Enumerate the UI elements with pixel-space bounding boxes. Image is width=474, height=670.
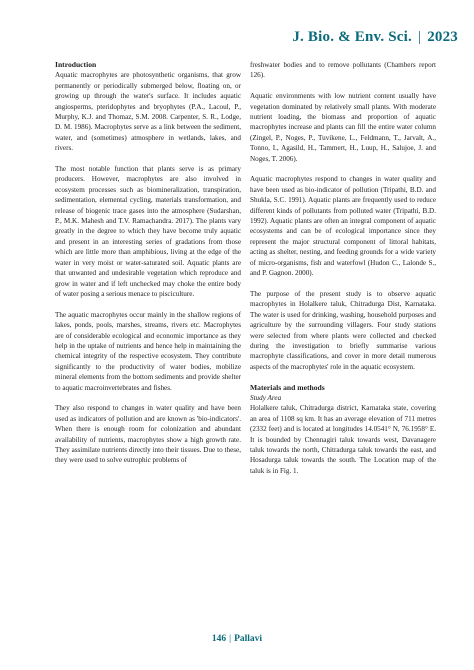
paragraph: freshwater bodies and to remove pollutants (Chambers report 126). — [250, 61, 436, 80]
paragraph: They also respond to changes in water quality and have been used as indicators of pollution and are known as 'bio-indicators'. When there is enough room for colonization and abundant availability of nutrients, macrophytes show a high growth rate. They assimilate nutrients directly into their tissues. Due to these, they were used to solve eutrophic problems of — [55, 404, 241, 465]
journal-title: J. Bio. & Env. Sci. — [292, 29, 412, 45]
subheading-study-area: Study Area — [250, 393, 282, 402]
page-number: 146 — [211, 634, 227, 644]
paragraph: The most notable function that plants serve is as primary producers. However, macrophytes are also involved in ecosystem processes such as biomineralization, transpiration, sedimentation, elemental cycling, materials transformation, and release of biogenic trace gases into the atmosphere (Sudarshan, P., M.K. Mahesh and T.V. Ramachandra. 2017). The plants vary greatly in the degree to which they have become truly aquatic and present in an interesting series of gradations from those which are little more than amphibious, living at the edge of the water in very moist or water-saturated soil. Aquatic plants are that unwanted and undesirable vegetation which reproduce and grow in water and if left unchecked may choke the entire body of water posing a serious menace to pisciculture. — [55, 165, 241, 298]
paragraph: The aquatic macrophytes occur mainly in the shallow regions of lakes, ponds, pools, marshes, streams, rivers etc. Macrophytes are of considerable ecological and economic importance as they help in the uptake of nutrients and hence help in maintaining the chemical integrity of the respective ecosystem. They contribute significantly to the productivity of water bodies, mobilize mineral elements from the bottom sediments and provide shelter to aquatic macroinvertebrates and fishes. — [55, 310, 241, 392]
paragraph-study-area: Holalkere taluk, Chitradurga district, Karnataka state, covering an area of 1108 sq km. It has an average elevation of 711 metres (2332 feet) and is located at longitudes 14.0541° N, 76.1958° E. It is bounded by Chennagiri taluk towards west, Davanagere taluk towards the north, Chitradurga taluk towards the east, and Hosadurga taluk towards the south. The Location map of the taluk is in Fig. 1. — [250, 404, 436, 475]
journal-header — [0, 25, 474, 49]
journal-year: 2023 — [427, 29, 458, 45]
page-footer — [0, 634, 474, 644]
journal-header-text — [292, 29, 458, 46]
paragraph: Aquatic environments with low nutrient content usually have vegetation dominated by relatively small plants. With moderate nutrient loading, the biomass and proportion of aquatic macrophytes increase and plants can fill the entire water column (Zingel, P., Noges, P., Tuvikene, L., Feldmann, T., Jarvalt, A., Tonno, I., Agasild, H., Tammert, H., Luup, H., Salujoe, J. and Noges, T. 2006). — [250, 92, 436, 163]
left-column — [55, 60, 241, 466]
right-column — [250, 60, 436, 476]
footer-author: Pallavi — [234, 634, 263, 644]
paragraph: Aquatic macrophytes are photosynthetic organisms, that grow permanently or periodically submerged below, floating on, or growing up through the water's surface. It includes aquatic angiosperms, pteridophytes and bryophytes (P.A., Lacoul, P., Murphy, K.J. and Thomaz, S.M. 2008. Carpenter, S. R., Lodge, D. M. 1986). Macrophytes serve as a link between the sediment, water, and (sometimes) atmosphere in wetlands, lakes, and rivers. — [55, 71, 241, 153]
section-heading-methods: Materials and methods — [250, 382, 325, 392]
footer-separator: | — [229, 634, 232, 644]
paragraph: Aquatic macrophytes respond to changes in water quality and have been used as bio-indicator of pollution (Tripathi, B.D. and Shukla, S.C. 1991). Aquatic plants are frequently used to reduce different kinds of pollutants from polluted water (Tripathi, B.D. 1992). Aquatic plants are often an integral component of aquatic ecosystems and can be of ecological importance since they represent the major structural component of littoral habitats, acting as shelter, nesting, and feeding grounds for a wide variety of micro-organisms, fish and waterfowl (Hudon C., Lalonde S., and P. Gagnon. 2000). — [250, 175, 436, 278]
paragraph: The purpose of the present study is to observe aquatic macrophytes in Holalkere taluk, Chitradurga Dist, Karnataka. The water is used for drinking, washing, household purposes and agriculture by the surrounding villagers. Four study stations were selected from where plants were collected and checked during the investigation to briefly summarise various macrophyte classifications, and cover in more detail numerous aspects of the macrophytes' role in the aquatic ecosystem. — [250, 289, 436, 371]
header-separator: | — [417, 29, 422, 45]
section-heading-introduction: Introduction — [55, 60, 97, 69]
